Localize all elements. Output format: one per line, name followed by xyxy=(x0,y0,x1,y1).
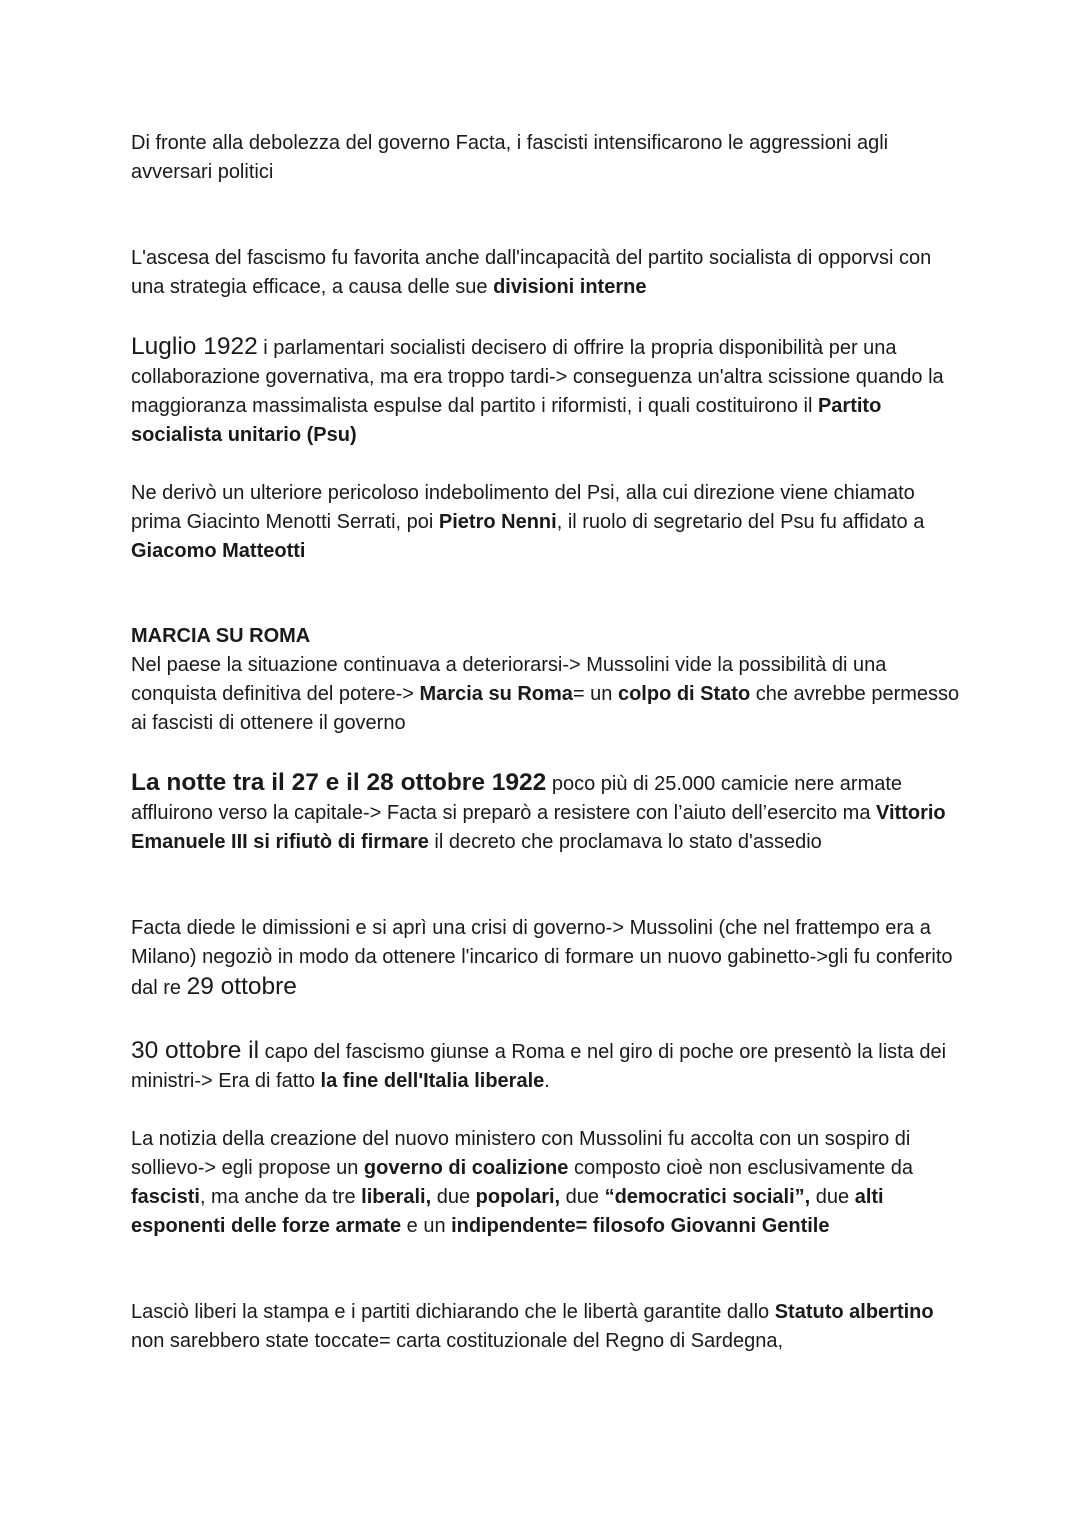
emphasis-text-run: governo di coalizione xyxy=(363,1157,569,1179)
emphasis-text-run: 30 ottobre il xyxy=(131,1037,260,1064)
paragraph-coalition-government xyxy=(131,1125,961,1241)
text-run: composto cioè non esclusivamente da xyxy=(568,1157,914,1179)
paragraph-psi-weakening xyxy=(131,479,961,566)
text-run: capo del fascismo giunse a Roma e nel giro di poche ore presentò la lista dei ministri-> Era di fatto xyxy=(131,1041,947,1092)
section-marcia-su-roma xyxy=(131,622,961,738)
paragraph-30-october xyxy=(131,1036,961,1096)
text-run: Ne derivò un ulteriore pericoloso indebolimento del Psi, alla cui direzione viene chiamato prima Giacinto Menotti Serrati, poi xyxy=(131,482,915,533)
text-run: poco più di 25.000 camicie nere armate affluirono verso la capitale-> Facta si preparò a resistere con l’aiuto dell’esercito ma xyxy=(131,773,903,824)
emphasis-text-run: indipendente= filosofo Giovanni Gentile xyxy=(451,1215,830,1237)
text-run: Di fronte alla debolezza del governo Facta, i fascisti intensificarono le aggressioni agli avversari politici xyxy=(131,132,889,183)
paragraph-statuto-albertino xyxy=(131,1298,961,1356)
text-run: i parlamentari socialisti decisero di offrire la propria disponibilità per una collaborazione governativa, ma era troppo tardi-> conseguenza un'altra scissione quando la maggioranza massimalista espulse dal partito i riformisti, i quali costituirono il xyxy=(131,337,944,417)
text-run: . xyxy=(544,1070,550,1092)
text-run: due xyxy=(810,1186,855,1208)
text-run: due xyxy=(560,1186,605,1208)
emphasis-text-run: Luglio 1922 xyxy=(131,333,258,360)
text-run: , ma anche da tre xyxy=(199,1186,362,1208)
emphasis-text-run: colpo di Stato xyxy=(617,683,751,705)
emphasis-text-run: Pietro Nenni xyxy=(438,511,557,533)
text-run: non sarebbero state toccate= carta costituzionale del Regno di Sardegna, xyxy=(131,1330,784,1352)
text-run: = un xyxy=(572,683,618,705)
text-run: e un xyxy=(401,1215,452,1237)
emphasis-text-run: 29 ottobre xyxy=(186,973,297,1000)
emphasis-text-run: alti esponenti delle forze armate xyxy=(131,1186,884,1237)
paragraph-socialist-divisions xyxy=(131,244,961,302)
text-run: L'ascesa del fascismo fu favorita anche dall'incapacità del partito socialista di opporvsi con una strategia efficace, a causa delle sue xyxy=(131,247,932,298)
emphasis-text-run: Marcia su Roma xyxy=(419,683,573,705)
text-run: due xyxy=(431,1186,476,1208)
text-run: il decreto che proclamava lo stato d'assedio xyxy=(428,831,822,853)
text-run: che avrebbe permesso ai fascisti di ottenere il governo xyxy=(131,683,960,734)
emphasis-text-run: divisioni interne xyxy=(493,276,647,298)
emphasis-text-run: la fine dell'Italia liberale xyxy=(320,1070,545,1092)
emphasis-text-run: popolari, xyxy=(475,1186,561,1208)
emphasis-text-run: Statuto albertino xyxy=(774,1301,934,1323)
emphasis-text-run: Vittorio Emanuele III si rifiutò di firmare xyxy=(131,802,946,853)
emphasis-text-run: “democratici sociali”, xyxy=(604,1186,811,1208)
text-run: La notizia della creazione del nuovo ministero con Mussolini fu accolta con un sospiro di sollievo-> egli propose un xyxy=(131,1128,911,1179)
text-run: Nel paese la situazione continuava a deteriorarsi-> Mussolini vide la possibilità di una conquista definitiva del potere-> xyxy=(131,654,887,705)
paragraph-night-27-28-october xyxy=(131,768,961,857)
paragraph-facta-resignation xyxy=(131,914,961,1003)
emphasis-text-run: Partito socialista unitario (Psu) xyxy=(131,395,882,446)
emphasis-text-run: fascisti xyxy=(131,1186,200,1208)
emphasis-text-run: MARCIA SU ROMA xyxy=(131,625,311,647)
paragraph-july-1922 xyxy=(131,332,961,450)
paragraph-facta-weakness xyxy=(131,129,961,187)
text-run: , il ruolo di segretario del Psu fu affidato a xyxy=(556,511,925,533)
emphasis-text-run: liberali, xyxy=(361,1186,432,1208)
text-run: Facta diede le dimissioni e si aprì una crisi di governo-> Mussolini (che nel frattempo era a Milano) negoziò in modo da ottenere l'incarico di formare un nuovo gabinetto->gli fu conferito dal re xyxy=(131,917,953,999)
emphasis-text-run: La notte tra il 27 e il 28 ottobre 1922 xyxy=(131,769,547,796)
text-run: Lasciò liberi la stampa e i partiti dichiarando che le libertà garantite dallo xyxy=(131,1301,775,1323)
emphasis-text-run: Giacomo Matteotti xyxy=(131,540,306,562)
